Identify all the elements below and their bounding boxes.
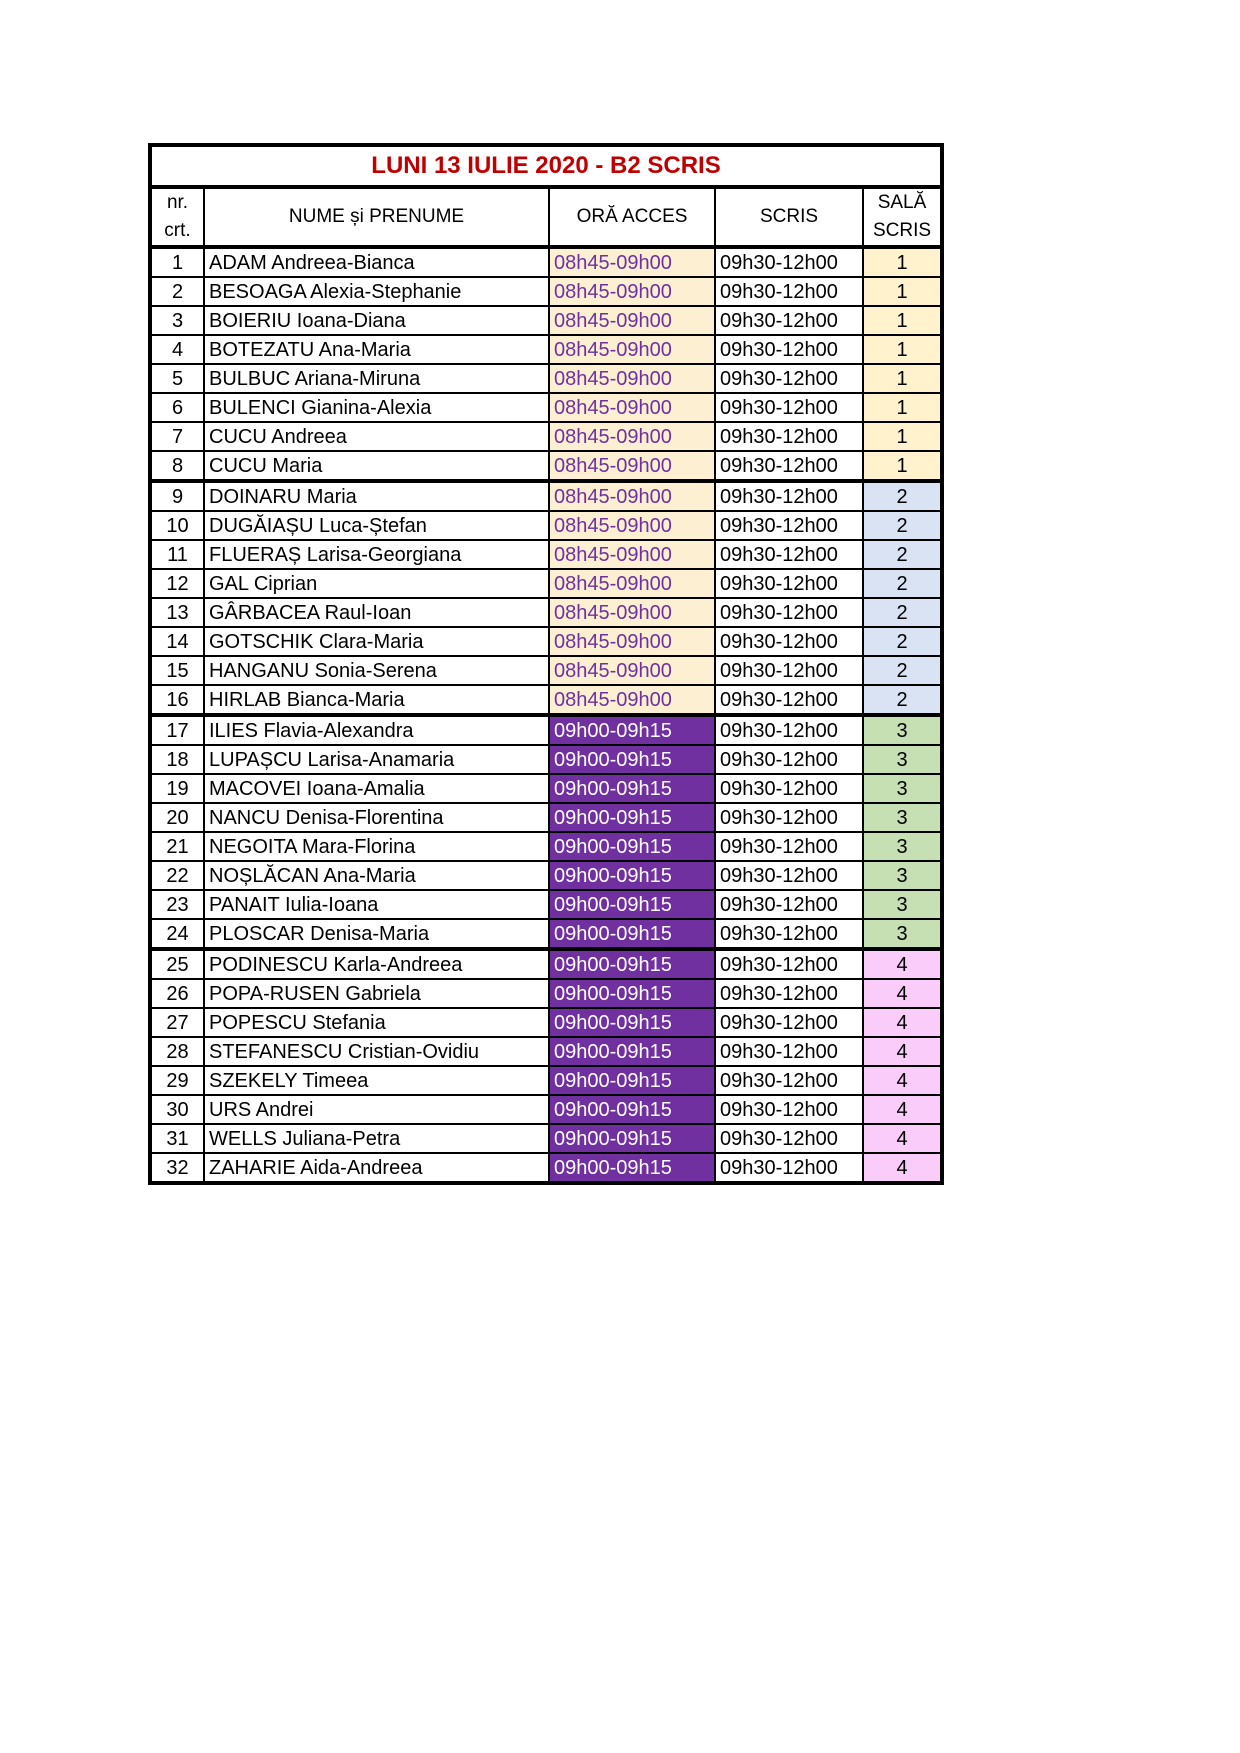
candidate-name: URS Andrei: [204, 1095, 549, 1124]
candidate-name: GOTSCHIK Clara-Maria: [204, 627, 549, 656]
row-number: 28: [150, 1037, 204, 1066]
candidate-name: PANAIT Iulia-Ioana: [204, 890, 549, 919]
row-number: 5: [150, 364, 204, 393]
row-number: 17: [150, 715, 204, 745]
access-time: 09h00-09h15: [549, 1124, 715, 1153]
schedule-table: [148, 143, 944, 1185]
exam-time: 09h30-12h00: [715, 598, 863, 627]
header-scris: SCRIS: [715, 187, 863, 247]
exam-room: 2: [863, 481, 942, 511]
exam-room: 1: [863, 306, 942, 335]
candidate-name: STEFANESCU Cristian-Ovidiu: [204, 1037, 549, 1066]
exam-time: 09h30-12h00: [715, 511, 863, 540]
candidate-name: DOINARU Maria: [204, 481, 549, 511]
access-time: 08h45-09h00: [549, 511, 715, 540]
exam-time: 09h30-12h00: [715, 890, 863, 919]
access-time: 09h00-09h15: [549, 919, 715, 949]
access-time: 09h00-09h15: [549, 715, 715, 745]
row-number: 19: [150, 774, 204, 803]
access-time: 09h00-09h15: [549, 1066, 715, 1095]
access-time: 08h45-09h00: [549, 627, 715, 656]
row-number: 9: [150, 481, 204, 511]
table-row: [150, 451, 942, 481]
row-number: 10: [150, 511, 204, 540]
exam-room: 2: [863, 511, 942, 540]
row-number: 14: [150, 627, 204, 656]
candidate-name: BULBUC Ariana-Miruna: [204, 364, 549, 393]
access-time: 09h00-09h15: [549, 949, 715, 979]
row-number: 23: [150, 890, 204, 919]
exam-time: 09h30-12h00: [715, 306, 863, 335]
table-row: [150, 481, 942, 511]
table-row: [150, 774, 942, 803]
table-row: [150, 393, 942, 422]
exam-time: 09h30-12h00: [715, 656, 863, 685]
candidate-name: BULENCI Gianina-Alexia: [204, 393, 549, 422]
table-row: [150, 364, 942, 393]
row-number: 12: [150, 569, 204, 598]
candidate-name: BOIERIU Ioana-Diana: [204, 306, 549, 335]
row-number: 25: [150, 949, 204, 979]
exam-room: 1: [863, 393, 942, 422]
candidate-name: MACOVEI Ioana-Amalia: [204, 774, 549, 803]
table-row: [150, 1066, 942, 1095]
row-number: 26: [150, 979, 204, 1008]
exam-room: 3: [863, 745, 942, 774]
exam-time: 09h30-12h00: [715, 715, 863, 745]
exam-room: 3: [863, 774, 942, 803]
table-row: [150, 745, 942, 774]
candidate-name: LUPAȘCU Larisa-Anamaria: [204, 745, 549, 774]
row-number: 24: [150, 919, 204, 949]
access-time: 08h45-09h00: [549, 540, 715, 569]
table-row: [150, 861, 942, 890]
table-row: [150, 803, 942, 832]
candidate-name: HANGANU Sonia-Serena: [204, 656, 549, 685]
exam-room: 1: [863, 335, 942, 364]
candidate-name: WELLS Juliana-Petra: [204, 1124, 549, 1153]
row-number: 11: [150, 540, 204, 569]
exam-room: 1: [863, 247, 942, 277]
table-row: [150, 979, 942, 1008]
exam-room: 3: [863, 919, 942, 949]
access-time: 08h45-09h00: [549, 685, 715, 715]
candidate-name: ADAM Andreea-Bianca: [204, 247, 549, 277]
schedule-table-body: [150, 145, 942, 1183]
row-number: 15: [150, 656, 204, 685]
access-time: 09h00-09h15: [549, 1008, 715, 1037]
exam-time: 09h30-12h00: [715, 393, 863, 422]
candidate-name: NOȘLĂCAN Ana-Maria: [204, 861, 549, 890]
access-time: 08h45-09h00: [549, 364, 715, 393]
exam-room: 2: [863, 598, 942, 627]
table-row: [150, 685, 942, 715]
exam-room: 4: [863, 1153, 942, 1183]
row-number: 7: [150, 422, 204, 451]
access-time: 09h00-09h15: [549, 1037, 715, 1066]
table-row: [150, 1095, 942, 1124]
table-row: [150, 949, 942, 979]
table-row: [150, 511, 942, 540]
exam-time: 09h30-12h00: [715, 1153, 863, 1183]
table-row: [150, 422, 942, 451]
table-row: [150, 715, 942, 745]
exam-room: 4: [863, 979, 942, 1008]
exam-room: 2: [863, 540, 942, 569]
access-time: 09h00-09h15: [549, 1095, 715, 1124]
candidate-name: NEGOITA Mara-Florina: [204, 832, 549, 861]
exam-time: 09h30-12h00: [715, 832, 863, 861]
candidate-name: BESOAGA Alexia-Stephanie: [204, 277, 549, 306]
exam-time: 09h30-12h00: [715, 979, 863, 1008]
access-time: 08h45-09h00: [549, 306, 715, 335]
candidate-name: ZAHARIE Aida-Andreea: [204, 1153, 549, 1183]
exam-time: 09h30-12h00: [715, 745, 863, 774]
exam-room: 2: [863, 656, 942, 685]
candidate-name: POPA-RUSEN Gabriela: [204, 979, 549, 1008]
exam-room: 1: [863, 451, 942, 481]
access-time: 08h45-09h00: [549, 422, 715, 451]
exam-room: 4: [863, 1066, 942, 1095]
exam-room: 4: [863, 1008, 942, 1037]
title-row: [150, 145, 942, 187]
table-row: [150, 335, 942, 364]
table-row: [150, 890, 942, 919]
exam-room: 2: [863, 627, 942, 656]
candidate-name: PODINESCU Karla-Andreea: [204, 949, 549, 979]
header-access: ORĂ ACCES: [549, 187, 715, 247]
access-time: 09h00-09h15: [549, 745, 715, 774]
access-time: 09h00-09h15: [549, 1153, 715, 1183]
candidate-name: POPESCU Stefania: [204, 1008, 549, 1037]
exam-room: 3: [863, 715, 942, 745]
row-number: 21: [150, 832, 204, 861]
candidate-name: GAL Ciprian: [204, 569, 549, 598]
row-number: 31: [150, 1124, 204, 1153]
exam-room: 3: [863, 832, 942, 861]
exam-time: 09h30-12h00: [715, 1124, 863, 1153]
table-row: [150, 277, 942, 306]
exam-time: 09h30-12h00: [715, 919, 863, 949]
header-sala: [863, 187, 942, 247]
exam-time: 09h30-12h00: [715, 861, 863, 890]
table-row: [150, 1008, 942, 1037]
table-row: [150, 1037, 942, 1066]
page-title: LUNI 13 IULIE 2020 - B2 SCRIS: [150, 145, 942, 187]
exam-time: 09h30-12h00: [715, 627, 863, 656]
header-row: [150, 187, 942, 247]
candidate-name: SZEKELY Timeea: [204, 1066, 549, 1095]
exam-time: 09h30-12h00: [715, 481, 863, 511]
candidate-name: FLUERAȘ Larisa-Georgiana: [204, 540, 549, 569]
exam-time: 09h30-12h00: [715, 277, 863, 306]
exam-room: 2: [863, 569, 942, 598]
access-time: 09h00-09h15: [549, 832, 715, 861]
table-row: [150, 832, 942, 861]
candidate-name: HIRLAB Bianca-Maria: [204, 685, 549, 715]
row-number: 30: [150, 1095, 204, 1124]
header-nr-line2: crt.: [164, 220, 191, 241]
row-number: 6: [150, 393, 204, 422]
exam-room: 4: [863, 949, 942, 979]
exam-time: 09h30-12h00: [715, 335, 863, 364]
header-nr: [150, 187, 204, 247]
row-number: 22: [150, 861, 204, 890]
access-time: 08h45-09h00: [549, 656, 715, 685]
candidate-name: PLOSCAR Denisa-Maria: [204, 919, 549, 949]
candidate-name: NANCU Denisa-Florentina: [204, 803, 549, 832]
access-time: 08h45-09h00: [549, 277, 715, 306]
exam-room: 4: [863, 1037, 942, 1066]
header-sala-line1: SALĂ: [877, 192, 927, 213]
candidate-name: GÂRBACEA Raul-Ioan: [204, 598, 549, 627]
exam-time: 09h30-12h00: [715, 451, 863, 481]
row-number: 29: [150, 1066, 204, 1095]
exam-time: 09h30-12h00: [715, 569, 863, 598]
row-number: 13: [150, 598, 204, 627]
candidate-name: CUCU Andreea: [204, 422, 549, 451]
exam-time: 09h30-12h00: [715, 1008, 863, 1037]
candidate-name: BOTEZATU Ana-Maria: [204, 335, 549, 364]
table-row: [150, 1124, 942, 1153]
access-time: 09h00-09h15: [549, 979, 715, 1008]
exam-time: 09h30-12h00: [715, 247, 863, 277]
access-time: 09h00-09h15: [549, 774, 715, 803]
access-time: 08h45-09h00: [549, 451, 715, 481]
exam-time: 09h30-12h00: [715, 774, 863, 803]
row-number: 4: [150, 335, 204, 364]
row-number: 8: [150, 451, 204, 481]
exam-time: 09h30-12h00: [715, 364, 863, 393]
header-name: NUME și PRENUME: [204, 187, 549, 247]
exam-time: 09h30-12h00: [715, 540, 863, 569]
candidate-name: CUCU Maria: [204, 451, 549, 481]
table-row: [150, 598, 942, 627]
exam-room: 1: [863, 277, 942, 306]
header-sala-line2: SCRIS: [872, 220, 932, 241]
header-nr-line1: nr.: [166, 192, 189, 213]
exam-room: 1: [863, 422, 942, 451]
exam-room: 3: [863, 890, 942, 919]
access-time: 08h45-09h00: [549, 569, 715, 598]
exam-room: 3: [863, 861, 942, 890]
exam-time: 09h30-12h00: [715, 1037, 863, 1066]
exam-time: 09h30-12h00: [715, 422, 863, 451]
table-row: [150, 627, 942, 656]
access-time: 08h45-09h00: [549, 335, 715, 364]
access-time: 09h00-09h15: [549, 861, 715, 890]
exam-time: 09h30-12h00: [715, 803, 863, 832]
table-row: [150, 306, 942, 335]
access-time: 08h45-09h00: [549, 393, 715, 422]
exam-room: 1: [863, 364, 942, 393]
exam-time: 09h30-12h00: [715, 949, 863, 979]
row-number: 27: [150, 1008, 204, 1037]
exam-room: 4: [863, 1124, 942, 1153]
exam-room: 4: [863, 1095, 942, 1124]
row-number: 1: [150, 247, 204, 277]
exam-time: 09h30-12h00: [715, 685, 863, 715]
table-row: [150, 1153, 942, 1183]
candidate-name: DUGĂIAȘU Luca-Ștefan: [204, 511, 549, 540]
table-row: [150, 569, 942, 598]
access-time: 09h00-09h15: [549, 803, 715, 832]
exam-time: 09h30-12h00: [715, 1095, 863, 1124]
table-row: [150, 656, 942, 685]
row-number: 16: [150, 685, 204, 715]
access-time: 08h45-09h00: [549, 247, 715, 277]
row-number: 3: [150, 306, 204, 335]
candidate-name: ILIES Flavia-Alexandra: [204, 715, 549, 745]
table-row: [150, 247, 942, 277]
exam-room: 2: [863, 685, 942, 715]
exam-time: 09h30-12h00: [715, 1066, 863, 1095]
row-number: 18: [150, 745, 204, 774]
access-time: 08h45-09h00: [549, 598, 715, 627]
table-row: [150, 919, 942, 949]
access-time: 08h45-09h00: [549, 481, 715, 511]
row-number: 2: [150, 277, 204, 306]
access-time: 09h00-09h15: [549, 890, 715, 919]
exam-room: 3: [863, 803, 942, 832]
table-row: [150, 540, 942, 569]
row-number: 20: [150, 803, 204, 832]
row-number: 32: [150, 1153, 204, 1183]
